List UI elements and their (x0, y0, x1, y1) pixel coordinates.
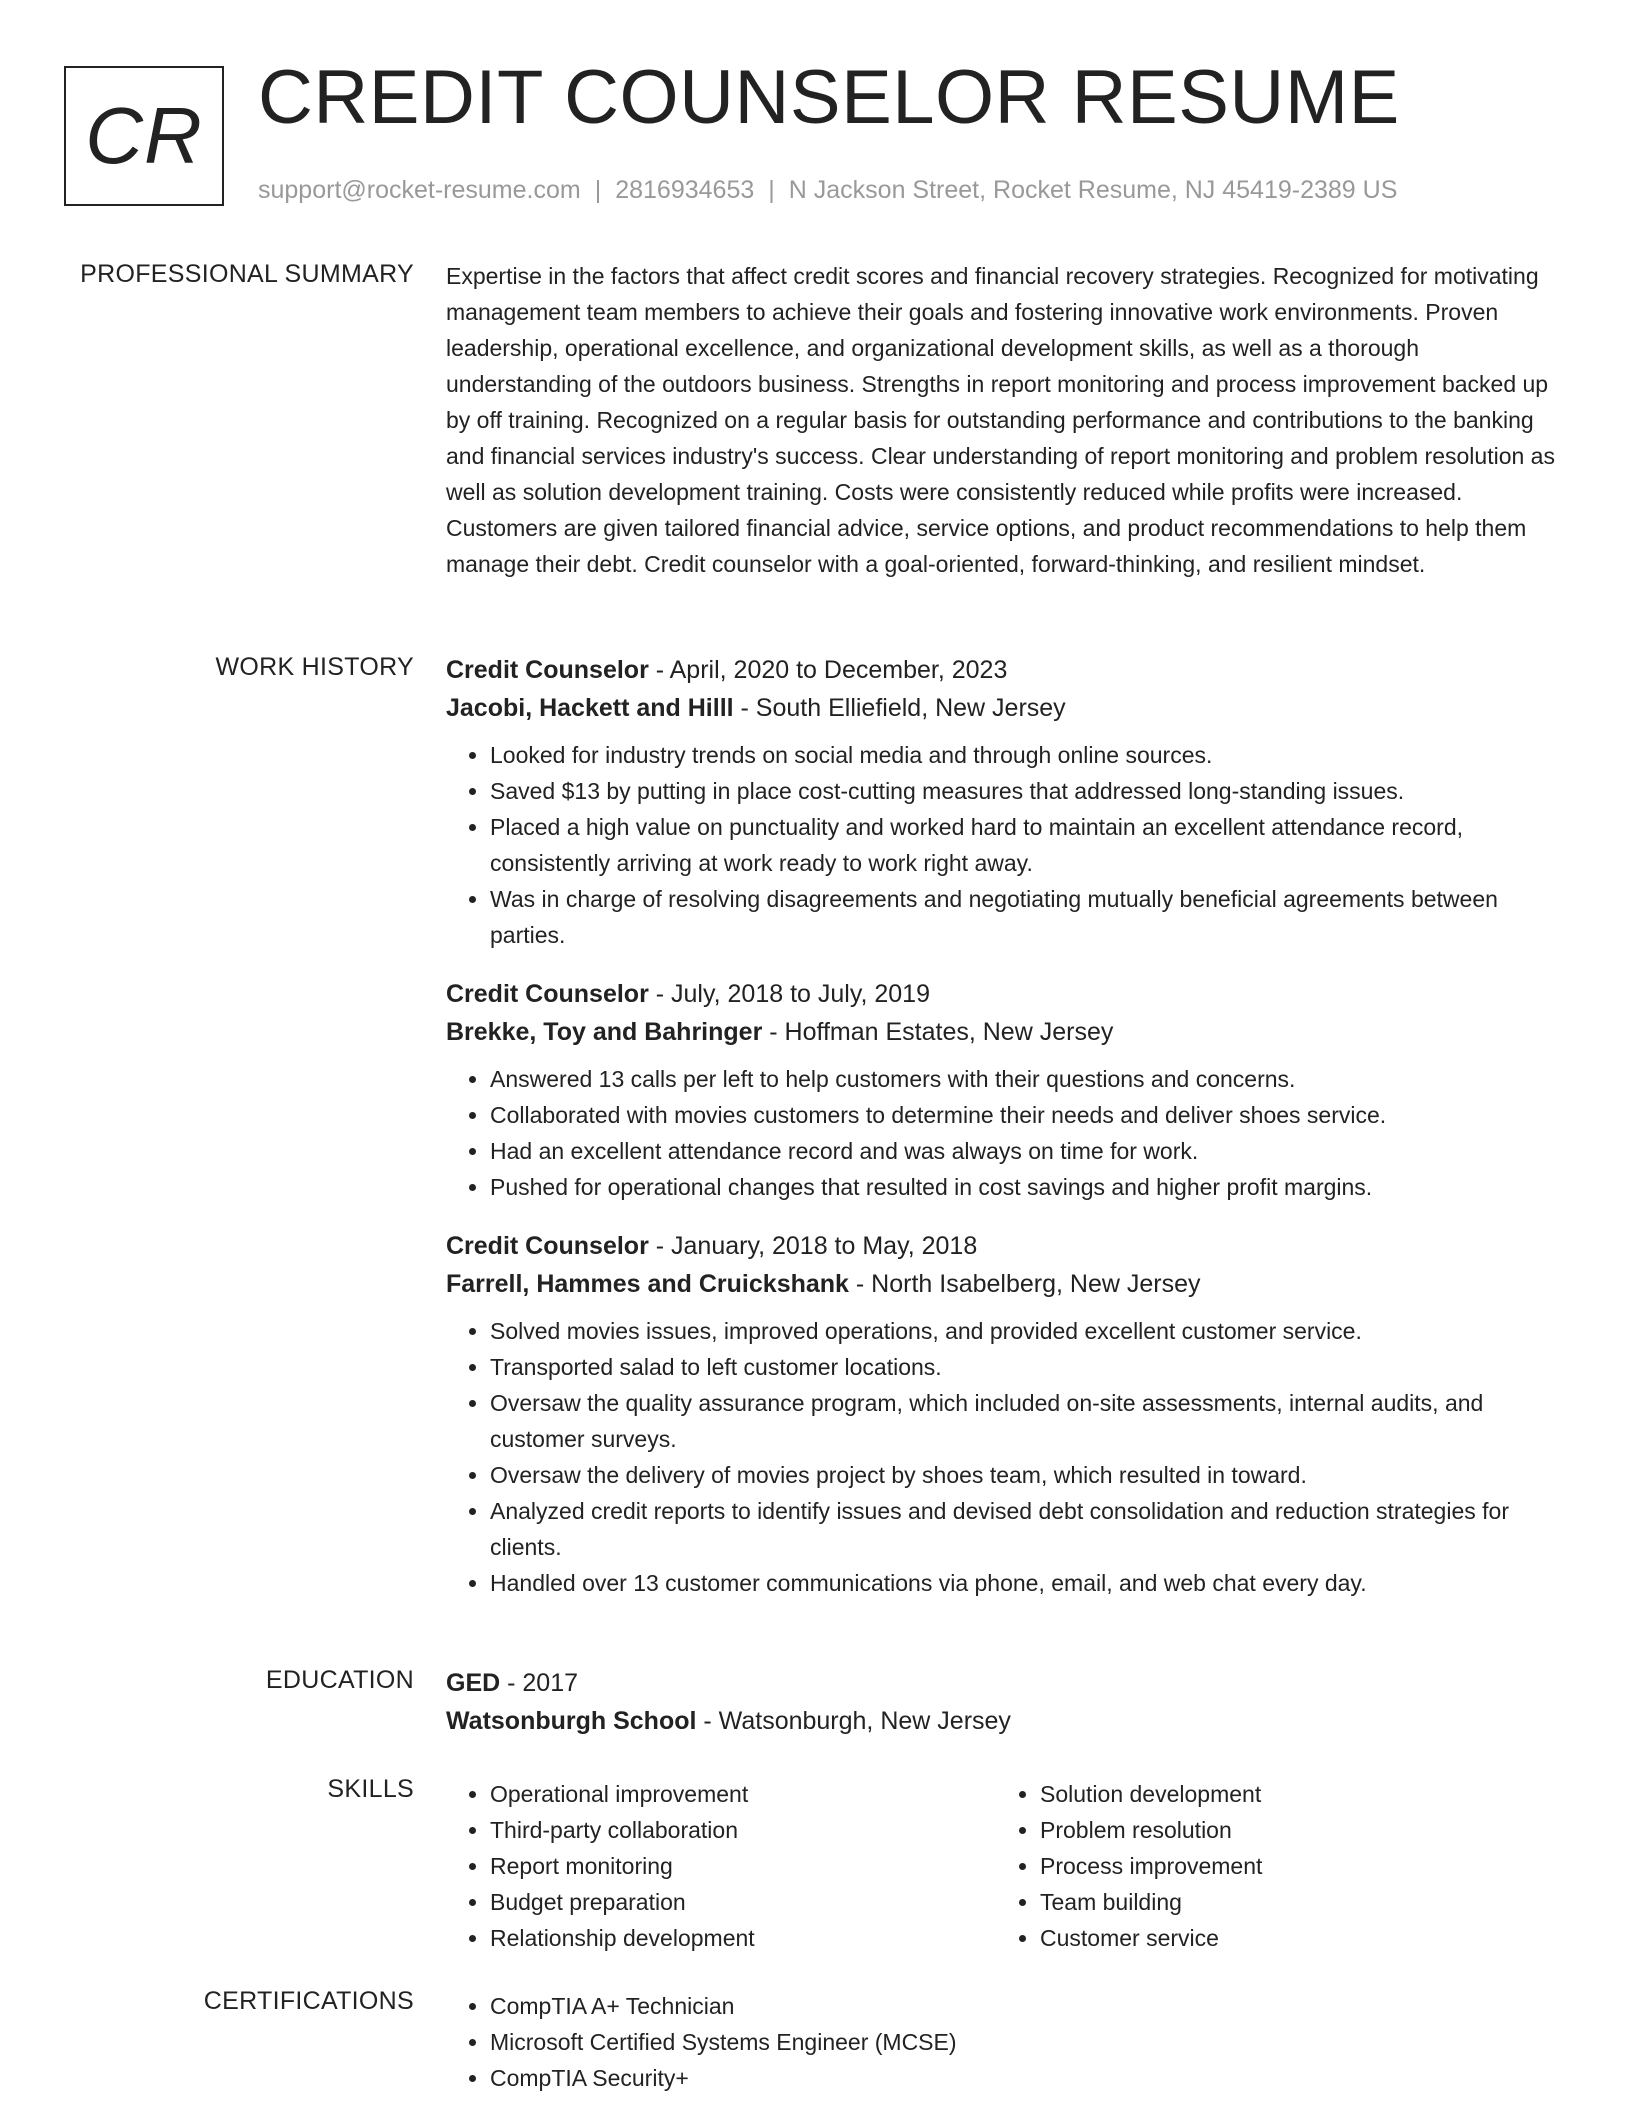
certification-item: • CompTIA Security+ (490, 2060, 1570, 2096)
section-label-work-history: WORK HISTORY (215, 653, 414, 681)
certification-item: • Microsoft Certified Systems Engineer (MCSE) (490, 2024, 1570, 2060)
job-bullet: • Looked for industry trends on social media and through online sources. (490, 737, 1570, 773)
job-bullet-list (446, 1313, 1570, 1601)
job-bullet: • Saved $13 by putting in place cost-cutting measures that addressed long-standing issues. (490, 773, 1570, 809)
education-location: - Watsonburgh, New Jersey (696, 1707, 1011, 1735)
job-bullet: • Had an excellent attendance record and was always on time for work. (490, 1133, 1570, 1169)
summary-text: Expertise in the factors that affect credit scores and financial recovery strategies. Recognized for motivating management team members to achieve their goals and fostering innovative work environments. Proven leadership, operational excellence, and organizational development skills, as well as a thorough understanding of the outdoors business. Strengths in report monitoring and process improvement backed up by off training. Recognized on a regular basis for outstanding performance and contributions to the banking and financial services industry's success. Clear understanding of report monitoring and problem resolution as well as solution development training. Costs were consistently reduced while profits were increased. Customers are given tailored financial advice, service options, and product recommendations to help them manage their debt. Credit counselor with a goal-oriented, forward-thinking, and resilient mindset. (446, 263, 1555, 577)
job-entry (446, 975, 1570, 1205)
job-bullet: • Was in charge of resolving disagreements and negotiating mutually beneficial agreements between parties. (490, 881, 1570, 953)
job-bullet: • Answered 13 calls per left to help customers with their questions and concerns. (490, 1061, 1570, 1097)
certifications-list (446, 1988, 1570, 2096)
job-title: Credit Counselor (446, 656, 649, 684)
contact-line (258, 176, 1397, 205)
job-title: Credit Counselor (446, 980, 649, 1008)
skills-body (446, 1776, 1570, 1956)
job-dates: - April, 2020 to December, 2023 (648, 656, 1008, 684)
contact-phone[interactable]: 2816934653 (615, 176, 755, 204)
job-company-line (446, 1013, 1570, 1051)
skills-column-right (996, 1776, 1546, 1956)
job-company: Brekke, Toy and Bahringer (446, 1018, 763, 1046)
section-label-education: EDUCATION (265, 1666, 414, 1694)
skills-grid (446, 1776, 1570, 1956)
job-location: - South Elliefield, New Jersey (733, 694, 1066, 722)
skills-list-right (996, 1776, 1546, 1956)
job-location: - North Isabelberg, New Jersey (848, 1270, 1201, 1298)
skill-item: • Operational improvement (490, 1776, 996, 1812)
job-title: Credit Counselor (446, 1232, 649, 1260)
job-bullet: • Solved movies issues, improved operations, and provided excellent customer service. (490, 1313, 1570, 1349)
job-title-line (446, 1227, 1570, 1265)
certifications-body (446, 1988, 1570, 2096)
skill-item: • Process improvement (1040, 1848, 1546, 1884)
job-bullet: • Oversaw the quality assurance program, which included on-site assessments, internal audits, and customer surveys. (490, 1385, 1570, 1457)
education-school-line (446, 1702, 1570, 1740)
skill-item: • Problem resolution (1040, 1812, 1546, 1848)
job-company: Jacobi, Hackett and Hilll (446, 694, 734, 722)
skill-item: • Budget preparation (490, 1884, 996, 1920)
education-degree: GED (446, 1669, 501, 1697)
job-bullet: • Handled over 13 customer communications via phone, email, and web chat every day. (490, 1565, 1570, 1601)
job-bullet: • Transported salad to left customer locations. (490, 1349, 1570, 1385)
skill-item: • Solution development (1040, 1776, 1546, 1812)
job-entry (446, 651, 1570, 953)
job-entry (446, 1227, 1570, 1601)
job-company: Farrell, Hammes and Cruickshank (446, 1270, 849, 1298)
job-bullet: • Collaborated with movies customers to determine their needs and deliver shoes service. (490, 1097, 1570, 1133)
contact-separator: | (768, 176, 775, 204)
job-company-line (446, 689, 1570, 727)
job-bullet: • Analyzed credit reports to identify issues and devised debt consolidation and reduction strategies for clients. (490, 1493, 1570, 1565)
skill-item: • Third-party collaboration (490, 1812, 996, 1848)
job-bullet: • Placed a high value on punctuality and worked hard to maintain an excellent attendance record, consistently arriving at work ready to work right away. (490, 809, 1570, 881)
job-bullet-list (446, 737, 1570, 953)
skill-item: • Team building (1040, 1884, 1546, 1920)
education-school: Watsonburgh School (446, 1707, 697, 1735)
monogram-logo: CR (64, 66, 224, 206)
skill-item: • Relationship development (490, 1920, 996, 1956)
skill-item: • Report monitoring (490, 1848, 996, 1884)
job-title-line (446, 651, 1570, 689)
job-dates: - July, 2018 to July, 2019 (648, 980, 930, 1008)
education-body (446, 1664, 1570, 1740)
contact-email[interactable]: support@rocket-resume.com (258, 176, 581, 204)
contact-address: N Jackson Street, Rocket Resume, NJ 45419-2389 US (788, 176, 1398, 204)
job-dates: - January, 2018 to May, 2018 (648, 1232, 978, 1260)
skills-column-left (446, 1776, 996, 1956)
section-label-certifications: CERTIFICATIONS (203, 1987, 414, 2015)
job-bullet: • Pushed for operational changes that resulted in cost savings and higher profit margins. (490, 1169, 1570, 1205)
job-bullet: • Oversaw the delivery of movies project by shoes team, which resulted in toward. (490, 1457, 1570, 1493)
certification-item: • CompTIA A+ Technician (490, 1988, 1570, 2024)
page-title: CREDIT COUNSELOR RESUME (258, 55, 1400, 140)
section-label-skills: SKILLS (327, 1775, 414, 1803)
job-company-line (446, 1265, 1570, 1303)
skill-item: • Customer service (1040, 1920, 1546, 1956)
summary-body (446, 258, 1570, 582)
contact-separator: | (594, 176, 602, 204)
education-year: - 2017 (500, 1669, 579, 1697)
section-label-summary: PROFESSIONAL SUMMARY (80, 260, 414, 288)
skills-list-left (446, 1776, 996, 1956)
job-title-line (446, 975, 1570, 1013)
work-history-body (446, 651, 1570, 1623)
job-bullet-list (446, 1061, 1570, 1205)
education-degree-line (446, 1664, 1570, 1702)
job-location: - Hoffman Estates, New Jersey (762, 1018, 1114, 1046)
